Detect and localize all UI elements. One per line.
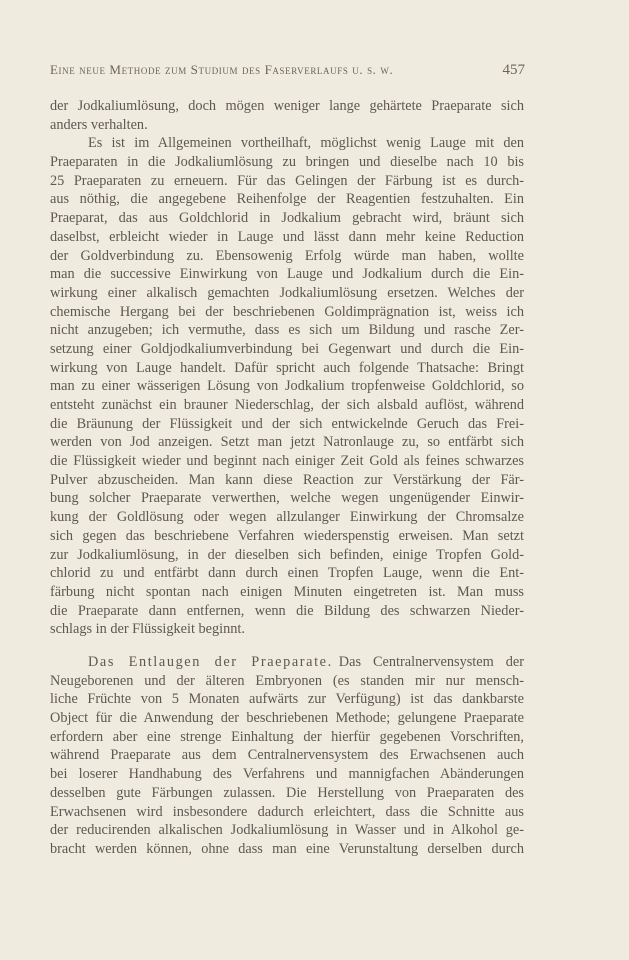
running-head-title: Eine neue Methode zum Studium des Faserverlaufs u. s. w. bbox=[50, 62, 394, 77]
text-line bbox=[50, 303, 524, 322]
text-line bbox=[50, 97, 524, 116]
text-line bbox=[50, 172, 524, 191]
text-line bbox=[50, 396, 524, 415]
line-text: bung solcher Praeparate verwerthen, welche wegen ungenügender Einwir- bbox=[50, 490, 524, 507]
line-text: die Flüssigkeit wieder und beginnt nach einiger Zeit Gold als feines schwarzes bbox=[50, 453, 524, 470]
line-text: Praeparaten in die Jodkaliumlösung zu bringen und dieselbe nach 10 bis bbox=[50, 154, 524, 171]
line-text: daselbst, erbleicht wieder in Lauge und lässt dann mehr keine Reduction bbox=[50, 228, 524, 245]
line-text: Neugeborenen und der älteren Embryonen (es standen mir nur mensch- bbox=[50, 672, 524, 689]
line-text: sich gegen das beschriebene Verfahren wiederspenstig erweisen. Man setzt bbox=[50, 527, 524, 544]
line-text: 25 Praeparaten zu erneuern. Für das Gelingen der Färbung ist es durch- bbox=[50, 172, 524, 189]
paragraph bbox=[50, 653, 524, 859]
line-text: Pulver abzuscheiden. Man kann diese Reaction zur Verstärkung der Fär- bbox=[50, 471, 524, 488]
text-line bbox=[50, 728, 524, 747]
paragraph bbox=[50, 134, 524, 639]
text-line bbox=[50, 415, 524, 434]
line-text: zur Jodkaliumlösung, in der dieselben sich befinden, einige Tropfen Gold- bbox=[50, 546, 524, 563]
page-number: 457 bbox=[502, 62, 525, 78]
text-line bbox=[50, 527, 524, 546]
text-line bbox=[50, 452, 524, 471]
running-head bbox=[50, 62, 525, 82]
text-line bbox=[50, 190, 524, 209]
line-text: Praeparat, das aus Goldchlorid in Jodkalium gebracht wird, bräunt sich bbox=[50, 210, 524, 227]
line-text: die Praeparate dann entfernen, wenn die Bildung des schwarzen Nieder- bbox=[50, 602, 524, 619]
text-line bbox=[50, 602, 524, 621]
line-text: färbung nicht spontan nach einigen Minuten eingetreten ist. Man muss bbox=[50, 583, 524, 600]
text-line bbox=[50, 359, 524, 378]
line-text: Erwachsenen wird insbesondere dadurch erleichtert, dass die Schnitte aus bbox=[50, 803, 524, 820]
line-text: setzung einer Goldjodkaliumverbindung bei Gegenwart und durch die Ein- bbox=[50, 340, 524, 357]
text-line bbox=[50, 321, 524, 340]
text-line bbox=[50, 116, 524, 135]
text-line bbox=[50, 840, 524, 859]
line-text: bracht werden können, ohne dass man eine Verunstaltung derselben durch bbox=[50, 840, 524, 857]
text-line bbox=[50, 746, 524, 765]
text-line bbox=[50, 709, 524, 728]
line-text: werden von Jod anzeigen. Setzt man jetzt Natronlauge zu, so entfärbt sich bbox=[50, 434, 524, 451]
line-text: wirkung einer alkalisch gemachten Jodkaliumlösung ersetzen. Welches der bbox=[50, 284, 524, 301]
line-text: der Goldverbindung zu. Ebensowenig Erfolg würde man haben, wollte bbox=[50, 247, 524, 264]
text-line bbox=[50, 209, 524, 228]
line-text: man die successive Einwirkung von Lauge und Jodkalium durch die Ein- bbox=[50, 266, 524, 283]
line-text: wirkung von Lauge handelt. Dafür spricht auch folgende Thatsache: Bringt bbox=[50, 359, 524, 376]
line-text: nicht anzugeben; ich vermuthe, dass es sich um Bildung und rasche Zer- bbox=[50, 322, 524, 339]
text-line bbox=[50, 340, 524, 359]
text-line bbox=[50, 672, 524, 691]
paragraph bbox=[50, 97, 524, 134]
text-line bbox=[50, 583, 524, 602]
line-text: schlags in der Flüssigkeit beginnt. bbox=[50, 621, 245, 638]
text-line bbox=[50, 620, 524, 639]
text-line bbox=[50, 433, 524, 452]
line-text: Object für die Anwendung der beschriebenen Methode; gelungene Praeparate bbox=[50, 710, 524, 727]
text-line bbox=[50, 690, 524, 709]
line-text: desselben gute Färbungen zulassen. Die Herstellung von Praeparaten des bbox=[50, 784, 524, 801]
text-line bbox=[50, 803, 524, 822]
text-line bbox=[50, 134, 524, 153]
line-text: erfordern aber eine strenge Einhaltung der hierfür gegebenen Vorschriften, bbox=[50, 728, 524, 745]
text-line bbox=[50, 564, 524, 583]
text-line bbox=[50, 489, 524, 508]
text-line bbox=[50, 546, 524, 565]
text-line bbox=[50, 765, 524, 784]
line-text: die Bräunung der Flüssigkeit und der sich entwickelnde Geruch das Frei- bbox=[50, 415, 524, 432]
line-text: liche Früchte von 5 Monaten aufwärts zur Verfügung) ist das dankbarste bbox=[50, 691, 524, 708]
text-line bbox=[50, 153, 524, 172]
line-text: während Praeparate aus dem Centralnervensystem des Erwachsenen auch bbox=[50, 747, 524, 764]
line-text: kung der Goldlösung oder wegen allzulanger Einwirkung der Chromsalze bbox=[50, 509, 524, 526]
line-text: Das Centralnervensystem der bbox=[338, 654, 524, 670]
line-text: der reducirenden alkalischen Jodkaliumlösung in Wasser und in Alkohol ge- bbox=[50, 822, 524, 839]
text-line bbox=[50, 284, 524, 303]
line-text: chlorid zu und entfärbt dann durch einen Tropfen Lauge, wenn die Ent- bbox=[50, 565, 524, 582]
text-line bbox=[50, 471, 524, 490]
line-text: entsteht zunächst ein brauner Niederschlag, der sich alsbald auflöst, während bbox=[50, 397, 524, 413]
text-line bbox=[50, 247, 524, 266]
main-text-block bbox=[50, 97, 524, 639]
line-text: der Jodkaliumlösung, doch mögen weniger lange gehärtete Praeparate sich bbox=[50, 98, 524, 114]
text-line bbox=[50, 265, 524, 284]
line-text: bei loserer Handhabung des Verfahrens und mannigfachen Abänderungen bbox=[50, 766, 524, 783]
text-line bbox=[50, 821, 524, 840]
text-line bbox=[50, 377, 524, 396]
text-line bbox=[50, 228, 524, 247]
line-text: anders verhalten. bbox=[50, 116, 148, 133]
line-text: man zu einer wässerigen Lösung von Jodkalium tropfenweise Goldchlorid, so bbox=[50, 378, 524, 395]
text-line bbox=[50, 508, 524, 527]
line-text: chemische Hergang bei der beschriebenen Goldimprägnation ist, weiss ich bbox=[50, 303, 524, 320]
line-text: aus nöthig, die angegebene Reihenfolge der Reagentien festzuhalten. Ein bbox=[50, 191, 524, 208]
section-heading: Das Entlaugen der Praeparate. bbox=[88, 654, 333, 670]
text-line bbox=[50, 784, 524, 803]
line-text: Es ist im Allgemeinen vortheilhaft, möglichst wenig Lauge mit den bbox=[88, 135, 524, 152]
section-text-block bbox=[50, 653, 524, 859]
text-line bbox=[50, 653, 524, 672]
